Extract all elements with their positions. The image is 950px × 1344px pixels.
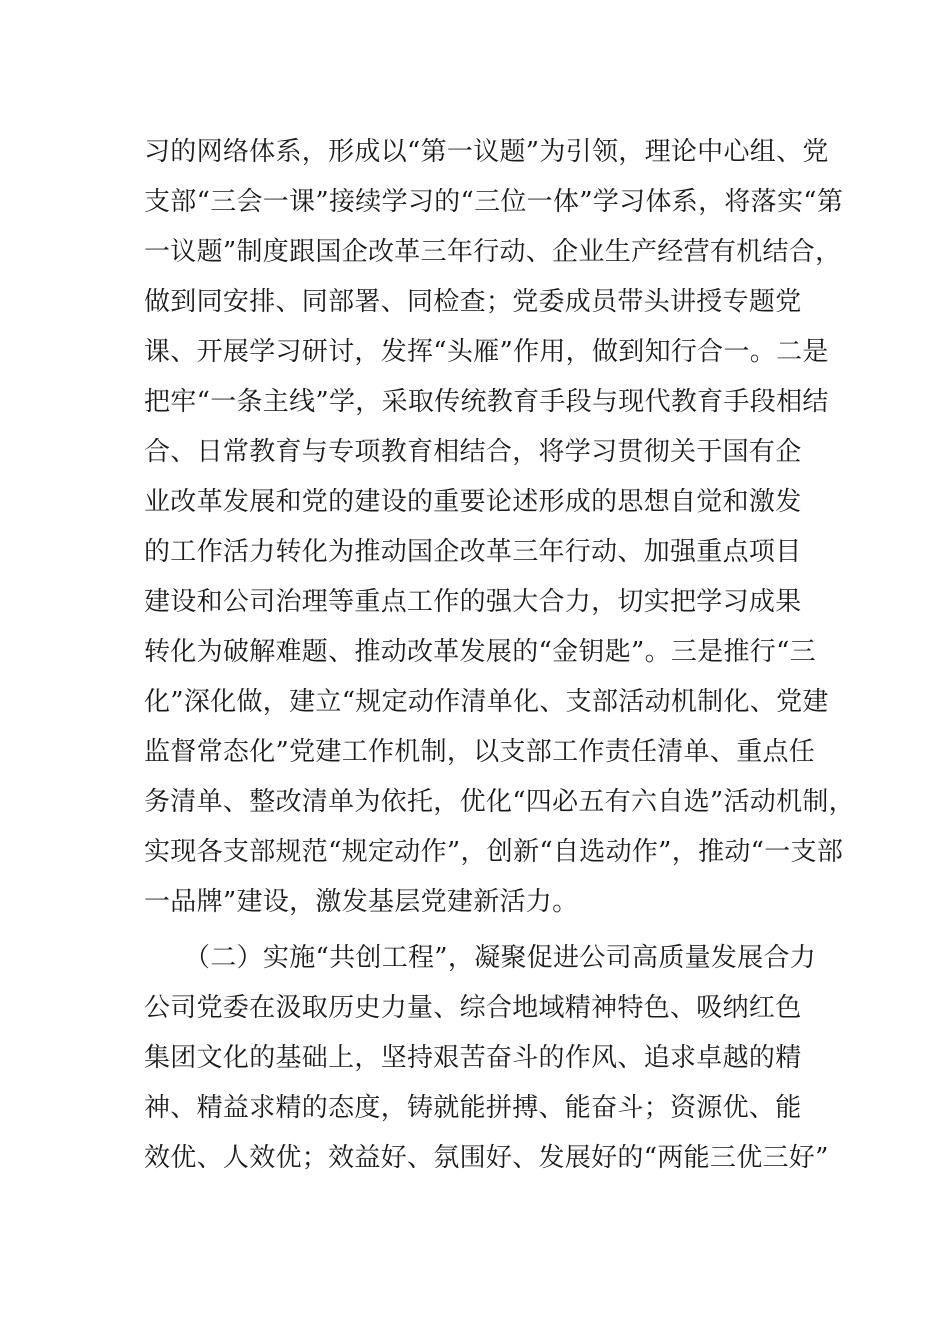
text-line: 做到同安排、同部署、同检查；党委成员带头讲授专题党 <box>144 287 802 317</box>
text-line: 习的网络体系，形成以“第一议题”为引领，理论中心组、党 <box>144 137 829 167</box>
text-line: 把牢“一条主线”学，采取传统教育手段与现代教育手段相结 <box>144 387 829 417</box>
text-line: 实现各支部规范“规定动作”，创新“自选动作”，推动“一支部 <box>144 837 844 867</box>
text-line: 课、开展学习研讨，发挥“头雁”作用，做到知行合一。二是 <box>144 337 829 367</box>
text-line: 支部“三会一课”接续学习的“三位一体”学习体系，将落实“第 <box>144 187 844 217</box>
paragraph-body-1 <box>144 127 855 927</box>
text-line: 业改革发展和党的建设的重要论述形成的思想自觉和激发 <box>144 487 802 517</box>
section-heading: （二）实施“共创工程”，凝聚促进公司高质量发展合力 <box>184 943 817 973</box>
text-line: 化”深化做，建立“规定动作清单化、支部活动机制化、党建 <box>144 687 829 717</box>
text-line: 神、精益求精的态度，铸就能拼搏、能奋斗；资源优、能 <box>144 1093 802 1123</box>
text-line: 一品牌”建设，激发基层党建新活力。 <box>144 887 579 917</box>
text-line: 公司党委在汲取历史力量、综合地域精神特色、吸纳红色 <box>144 993 802 1023</box>
text-line: 务清单、整改清单为依托，优化“四必五有六自选”活动机制， <box>144 787 855 817</box>
text-line: 集团文化的基础上，坚持艰苦奋斗的作风、追求卓越的精 <box>144 1043 802 1073</box>
text-line: 监督常态化”党建工作机制，以支部工作责任清单、重点任 <box>144 737 816 767</box>
text-line: 建设和公司治理等重点工作的强大合力，切实把学习成果 <box>144 587 802 617</box>
text-line: 效优、人效优；效益好、氛围好、发展好的“两能三优三好” <box>144 1143 829 1173</box>
text-line: 合、日常教育与专项教育相结合，将学习贯彻关于国有企 <box>144 437 802 467</box>
section-2 <box>144 933 834 1183</box>
text-line: 的工作活力转化为推动国企改革三年行动、加强重点项目 <box>144 537 802 567</box>
text-line: 一议题”制度跟国企改革三年行动、企业生产经营有机结合， <box>144 237 842 267</box>
text-line: 转化为破解难题、推动改革发展的“金钥匙”。三是推行“三 <box>144 637 816 667</box>
